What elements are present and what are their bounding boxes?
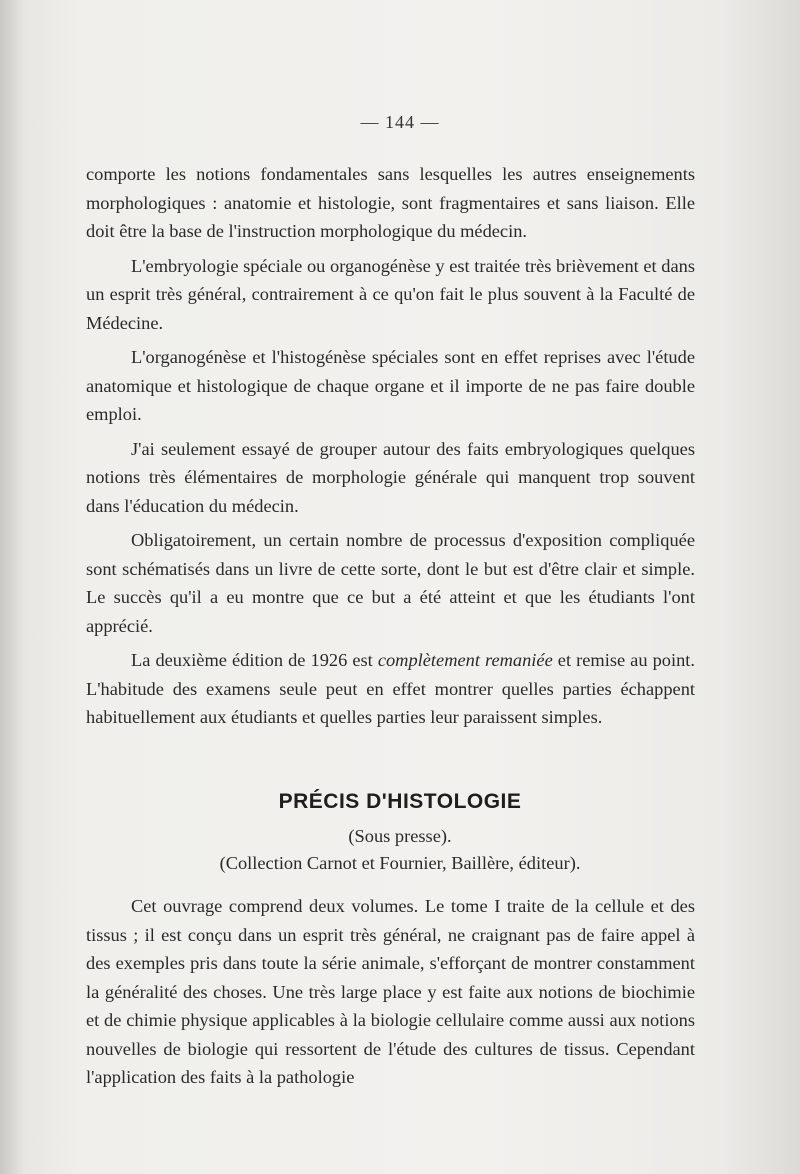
- paragraph-6-end: et remise au point. L'habitude des examens seule peut en effet montrer quelles parties échappent habituellement aux étudiants et quelles parties leur paraissent simples.: [86, 650, 695, 727]
- body-text-bottom: [86, 892, 695, 1092]
- section-collection: (Collection Carnot et Fournier, Baillère, éditeur).: [219, 853, 581, 873]
- page-number: — 144 —: [360, 112, 440, 132]
- paragraph-6: [86, 646, 695, 732]
- paragraph-1: comporte les notions fondamentales sans lesquelles les autres enseignements morphologiques : anatomie et histologie, sont fragmentaires et sans liaison. Elle doit être la base de l'instruction morphologique du médecin.: [86, 164, 695, 241]
- paragraph-3: L'organogénèse et l'histogénèse spéciales sont en effet reprises avec l'étude anatomique et histologique de chaque organe et il importe de ne pas faire double emploi.: [86, 347, 695, 424]
- paragraph-7: Cet ouvrage comprend deux volumes. Le tome I traite de la cellule et des tissus ; il est conçu dans un esprit très général, ne craignant pas de faire appel à des exemples pris dans toute la série animale, s'efforçant de montrer constamment la généralité des choses. Une très large place y est faite aux notions de biochimie et de chimie physique applicables à la biologie cellulaire comme aussi aux notions nouvelles de biologie qui ressortent de l'étude des cultures de tissus. Cependant l'application des faits à la pathologie: [86, 896, 695, 1087]
- paragraph-4: J'ai seulement essayé de grouper autour des faits embryologiques quelques notions très élémentaires de morphologie générale qui manquent trop souvent dans l'éducation du médecin.: [86, 438, 695, 516]
- paragraph-2: L'embryologie spéciale ou organogénèse y est traitée très brièvement et dans un esprit très général, contrairement à ce qu'on fait le plus souvent à la Faculté de Médecine.: [86, 255, 695, 333]
- body-text-top: [86, 160, 695, 732]
- section-status: (Sous presse).: [348, 826, 452, 846]
- section-heading: PRÉCIS D'HISTOLOGIE: [278, 790, 522, 813]
- paragraph-5: Obligatoirement, un certain nombre de processus d'exposition compliquée sont schématisés dans un livre de cette sorte, dont le but est d'être clair et simple. Le succès qu'il a eu montre que ce but a été atteint et que les étudiants l'ont apprécié.: [86, 530, 695, 636]
- paragraph-6-start: La deuxième édition de 1926 est: [131, 650, 378, 670]
- paragraph-6-emphasis: complètement remaniée: [377, 650, 553, 670]
